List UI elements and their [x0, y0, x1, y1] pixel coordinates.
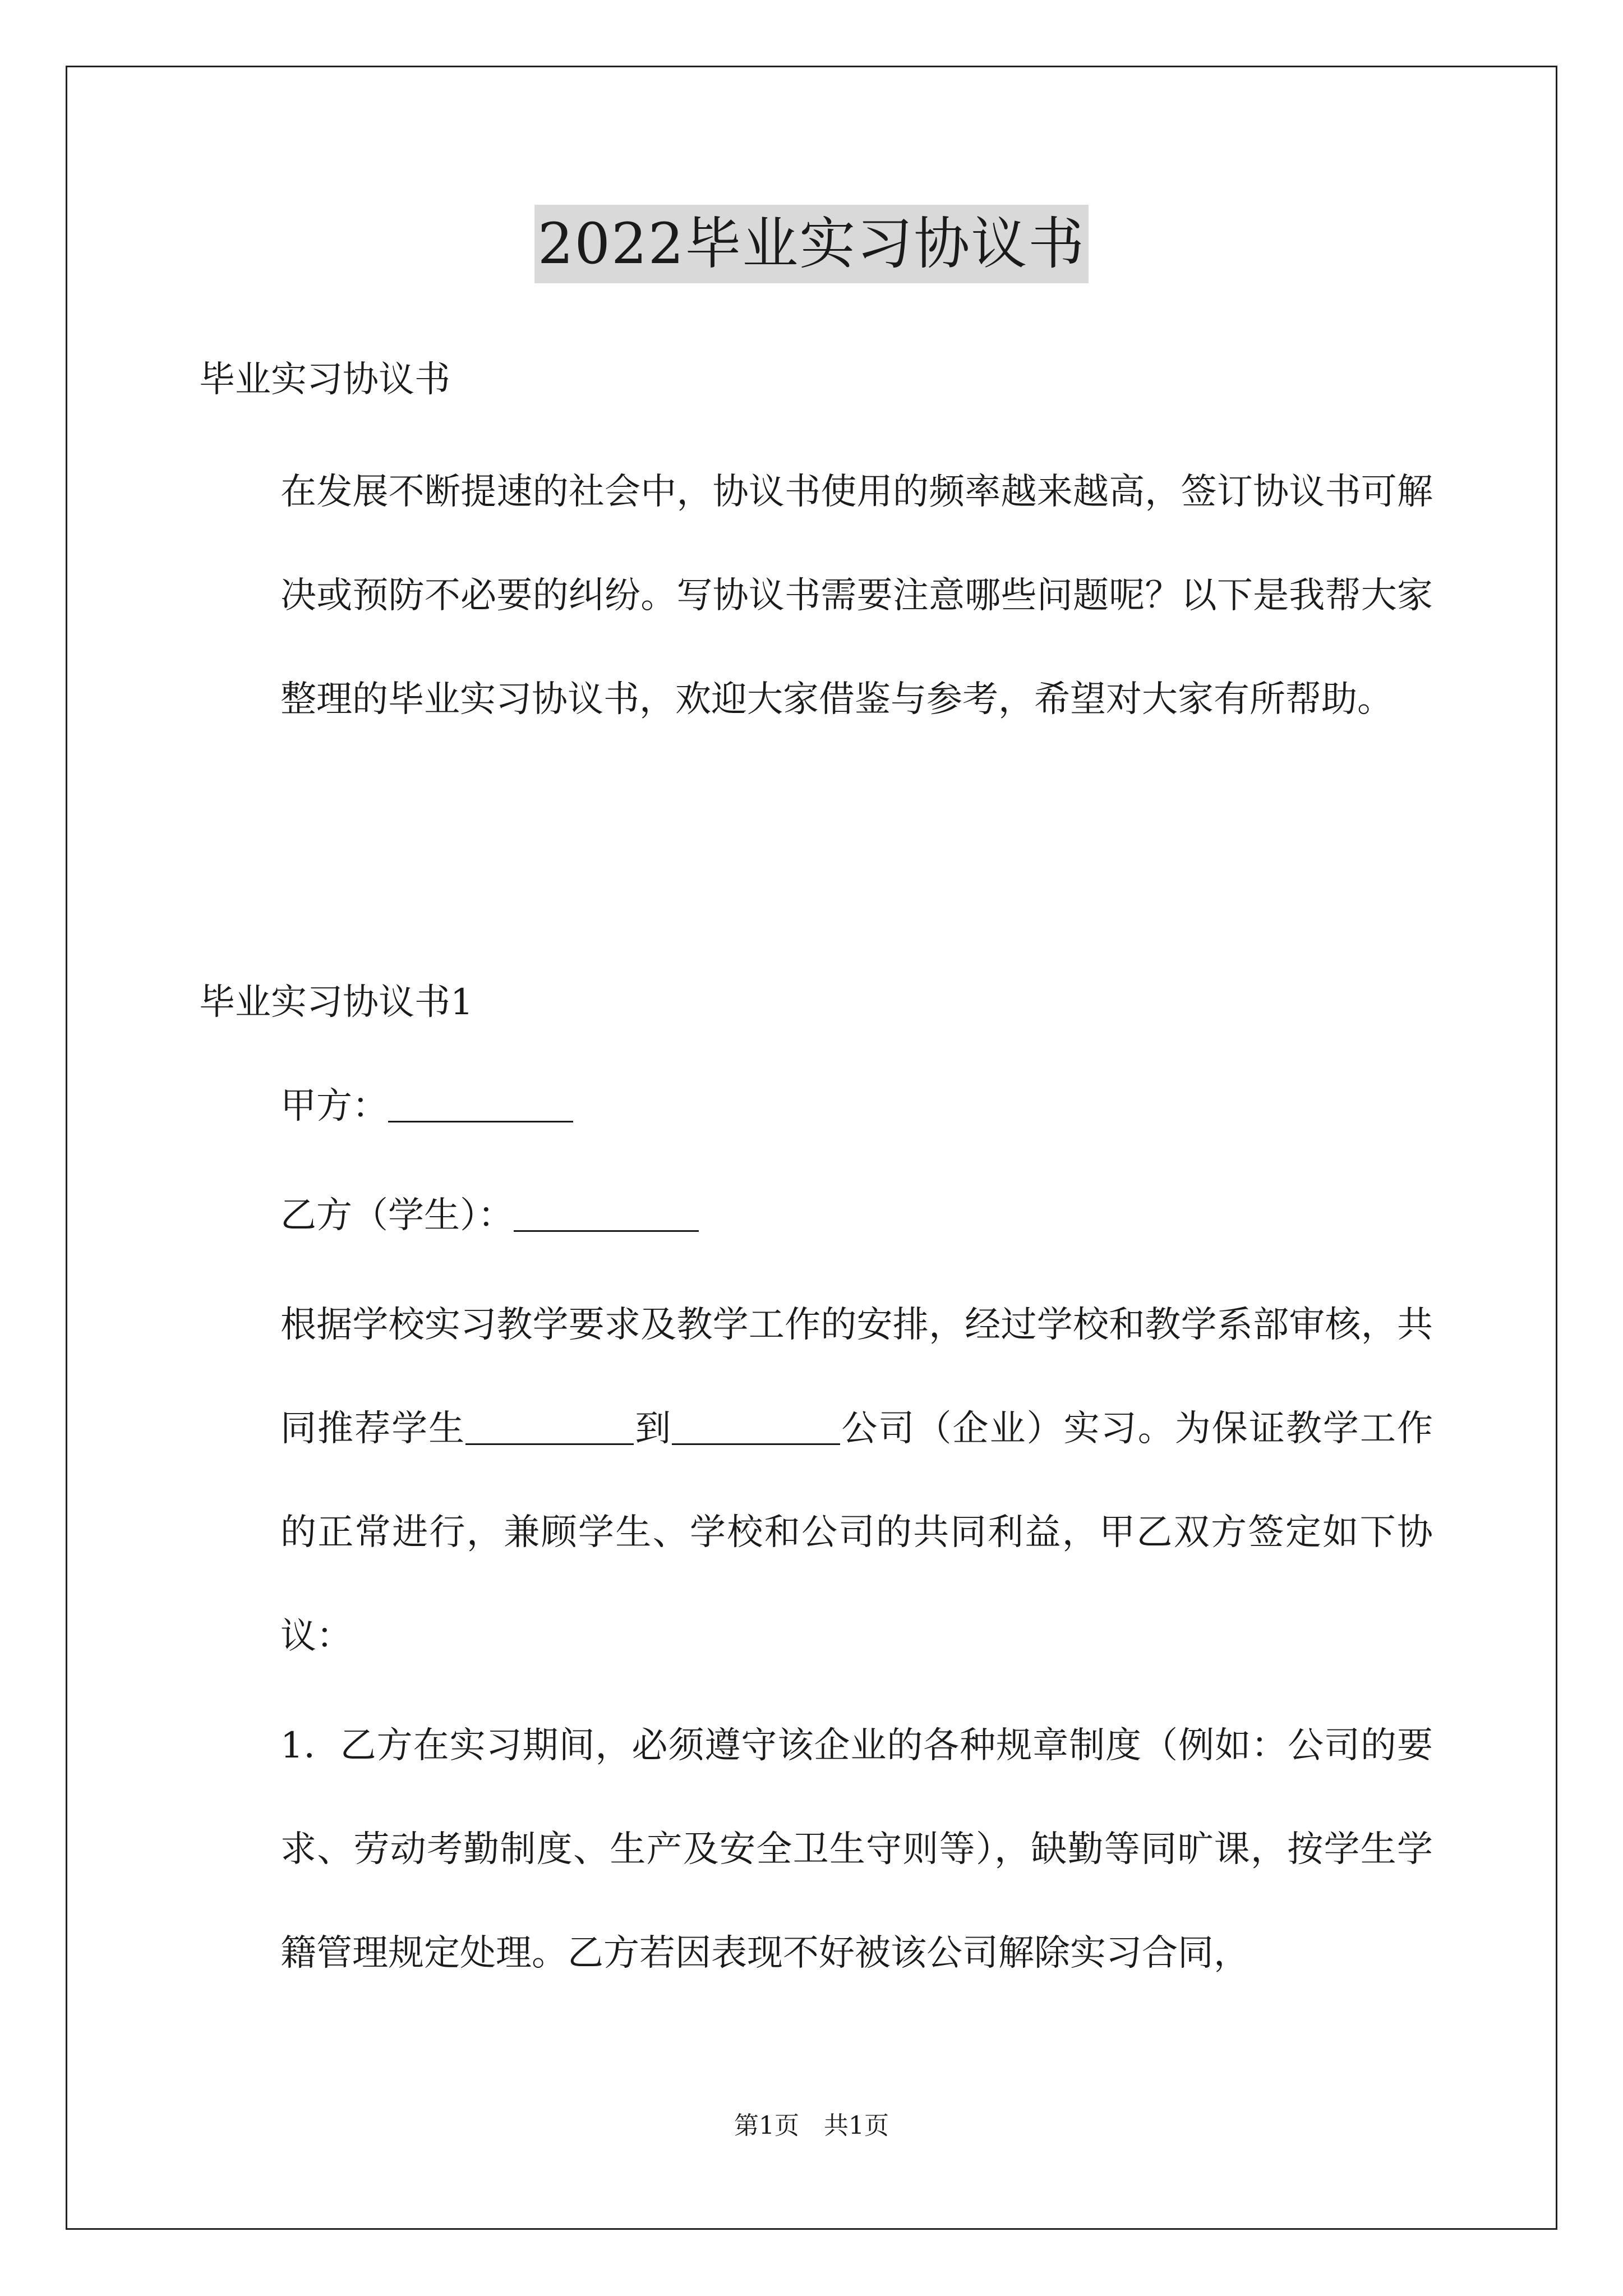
party-a-label: 甲方： — [280, 1085, 388, 1127]
party-b-line — [199, 1164, 1433, 1268]
company-name-blank[interactable] — [672, 1410, 840, 1445]
party-b-label: 乙方（学生）： — [280, 1195, 514, 1236]
party-b-blank[interactable] — [514, 1197, 699, 1232]
basis-text-2: 到 — [634, 1408, 672, 1450]
page-number: 第1页 共1页 — [734, 2111, 889, 2140]
clause-1-paragraph: 1．乙方在实习期间，必须遵守该企业的各种规章制度（例如：公司的要求、劳动考勤制度、生产及安全卫生守则等），缺勤等同旷课，按学生学籍管理规定处理。乙方若因表现不好被该公司解除实习合同， — [280, 1725, 1433, 1974]
basis-paragraph — [199, 1273, 1433, 1688]
section-heading: 毕业实习协议书1 — [199, 982, 473, 1023]
intro-paragraph: 在发展不断提速的社会中，协议书使用的频率越来越高，签订协议书可解决或预防不必要的纠纷。写协议书需要注意哪些问题呢？以下是我帮大家整理的毕业实习协议书，欢迎大家借鉴与参考，希望对大家有所帮助。 — [280, 471, 1433, 720]
document-subtitle: 毕业实习协议书 — [199, 359, 450, 401]
basis-text-1: 根据学校实习教学要求及教学工作的安排，经过学校和教学系部审核，共同推荐学生 — [280, 1304, 1433, 1450]
title-container — [0, 205, 1623, 283]
party-a-line — [199, 1055, 1433, 1158]
student-name-blank[interactable] — [465, 1410, 634, 1445]
party-a-blank[interactable] — [388, 1087, 573, 1122]
document-title: 2022毕业实习协议书 — [534, 205, 1089, 283]
basis-text-3: 公司（企业）实习。为保证教学工作的正常进行，兼顾学生、学校和公司的共同利益，甲乙双方签定如下协议： — [280, 1408, 1433, 1657]
